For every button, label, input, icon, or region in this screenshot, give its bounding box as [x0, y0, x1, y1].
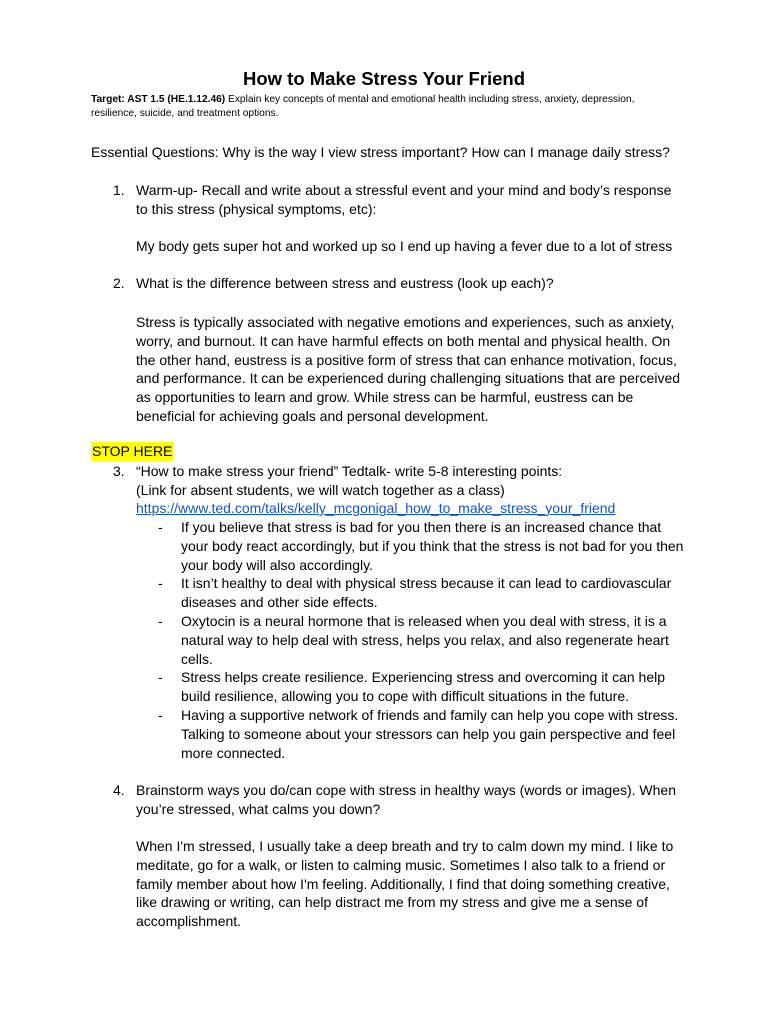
- list-item-text: It isn’t healthy to deal with physical stress because it can lead to cardiovascular diseases and other side effects.: [181, 575, 672, 611]
- item-1-number: 1.: [113, 182, 125, 198]
- tedtalk-points-list: [158, 518, 688, 762]
- essential-questions: Essential Questions: Why is the way I view stress important? How can I manage daily stress?: [91, 144, 670, 160]
- item-2-answer: Stress is typically associated with negative emotions and experiences, such as anxiety, worry, and burnout. It can have harmful effects on both mental and physical health. On the other hand, eustress is a positive form of stress that can enhance motivation, focus, and performance. It can be experienced during challenging situations that are perceived as opportunities to learn and grow. While stress can be harmful, eustress can be beneficial for achieving goals and personal development.: [136, 314, 681, 424]
- list-item-text: Stress helps create resilience. Experiencing stress and overcoming it can help build resilience, allowing you to cope with difficult situations in the future.: [181, 669, 666, 705]
- list-item: [158, 706, 688, 762]
- item-3-number: 3.: [113, 463, 125, 479]
- bullet-dash: -: [158, 706, 163, 723]
- item-1-prompt: Warm-up- Recall and write about a stressful event and your mind and body’s response to this stress (physical symptoms, etc):: [136, 182, 672, 217]
- item-4-answer: When I'm stressed, I usually take a deep breath and try to calm down my mind. I like to meditate, go for a walk, or listen to calming music. Sometimes I also talk to a friend or family member about how I'm feeling. Additionally, I find that doing something creative, like drawing or writing, can help distract me from my stress and give me a sense of accomplishment.: [136, 838, 674, 930]
- list-item: [158, 612, 688, 668]
- bullet-dash: -: [158, 519, 163, 535]
- bullet-dash: -: [158, 612, 163, 629]
- list-item: [158, 668, 688, 706]
- item-1-answer: My body gets super hot and worked up so I end up having a fever due to a lot of stress: [136, 238, 673, 254]
- target-label: Target: AST 1.5 (HE.1.12.46): [91, 94, 226, 105]
- bullet-dash: -: [158, 669, 163, 686]
- target-text: Explain key concepts of mental and emotional health including stress, anxiety, depression, resilience, suicide, and treatment options.: [91, 94, 635, 119]
- item-4-prompt: Brainstorm ways you do/can cope with stress in healthy ways (words or images). When you’re stressed, what calms you down?: [136, 782, 676, 817]
- list-item-text: Having a supportive network of friends and family can help you cope with stress. Talking to someone about your stressors can help you gain perspective and feel more connected.: [181, 706, 679, 761]
- item-3-prompt: “How to make stress your friend” Tedtalk- write 5-8 interesting points:: [136, 463, 563, 479]
- stop-here-highlight: STOP HERE: [92, 443, 173, 459]
- item-2-number: 2.: [113, 275, 125, 291]
- list-item: [158, 518, 688, 574]
- tedtalk-link[interactable]: https://www.ted.com/talks/kelly_mcgonigal_how_to_make_stress_your_friend: [136, 500, 616, 516]
- bullet-dash: -: [158, 575, 163, 592]
- list-item-text: If you believe that stress is bad for you then there is an increased chance that your body react accordingly, but if you think that the stress is not bad for you then your body will also accordingly.: [181, 519, 684, 573]
- item-2-prompt: What is the difference between stress and eustress (look up each)?: [136, 275, 554, 291]
- item-3-note: (Link for absent students, we will watch together as a class): [136, 482, 505, 498]
- target-standard: [91, 93, 681, 120]
- page-title: How to Make Stress Your Friend: [242, 68, 526, 89]
- list-item: [158, 574, 688, 612]
- item-4-number: 4.: [113, 782, 125, 798]
- list-item-text: Oxytocin is a neural hormone that is released when you deal with stress, it is a natural way to help deal with stress, helps you relax, and also regenerate heart cells.: [181, 612, 669, 667]
